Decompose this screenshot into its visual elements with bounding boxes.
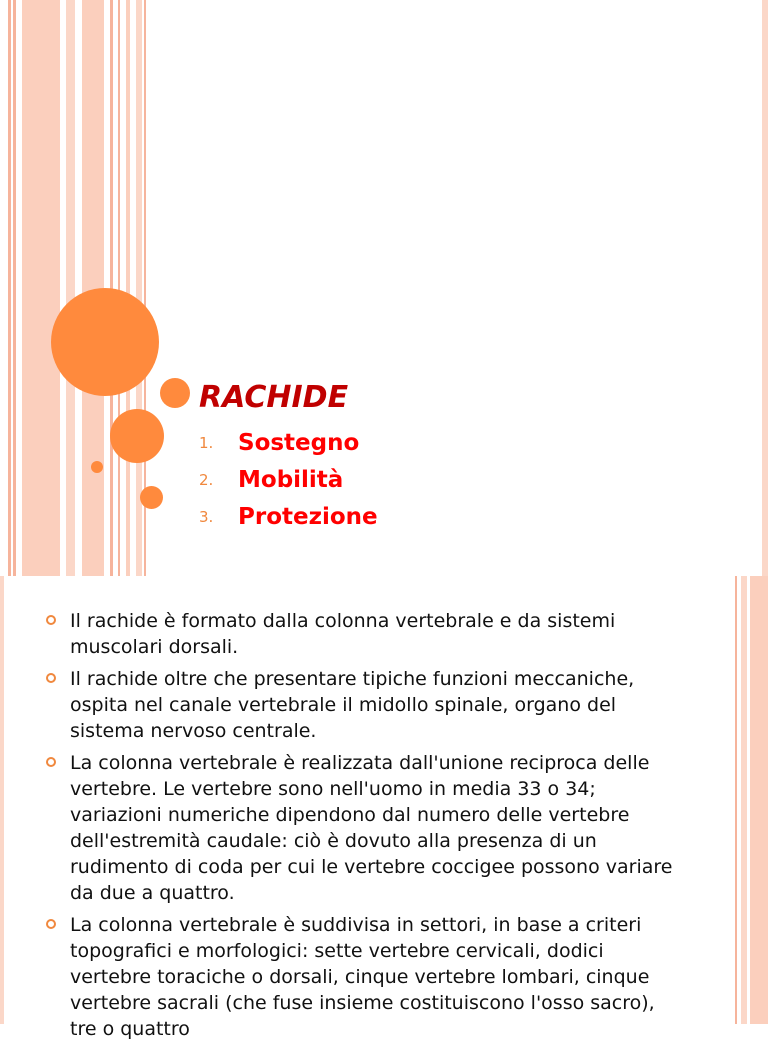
circle-bullet-icon <box>46 919 56 929</box>
decor-stripe <box>750 576 768 1024</box>
bullet-item <box>46 912 686 1042</box>
list-number: 2. <box>199 470 214 489</box>
bullet-text: La colonna vertebrale è suddivisa in settori, in base a criteri topografici e morfologici: sette vertebre cervicali, dodici vertebre toraciche o dorsali, cinque vertebre lombari, cinque vertebre sacrali (che fuse insieme costituiscono l'osso sacro), tre o quattro <box>70 914 655 1040</box>
decor-stripe <box>126 0 130 576</box>
decor-stripe <box>118 0 120 576</box>
list-item <box>199 498 378 535</box>
decor-stripe <box>762 0 768 576</box>
list-label: Protezione <box>238 503 378 530</box>
list-number: 1. <box>199 433 214 452</box>
decor-stripe <box>8 0 11 576</box>
decor-circle <box>51 288 159 396</box>
decor-stripe <box>741 576 747 1024</box>
slide-2 <box>0 576 768 1040</box>
list-item <box>199 461 378 498</box>
bullet-item <box>46 608 686 660</box>
bullet-item <box>46 666 686 744</box>
list-label: Sostegno <box>238 429 360 456</box>
function-list <box>199 424 378 535</box>
bullet-text: Il rachide è formato dalla colonna vertebrale e da sistemi muscolari dorsali. <box>70 610 616 658</box>
decor-stripe <box>22 0 60 576</box>
decor-circle <box>140 486 163 509</box>
bullet-list <box>46 608 686 1048</box>
circle-bullet-icon <box>46 673 56 683</box>
slide-title: RACHIDE <box>199 380 349 415</box>
list-label: Mobilità <box>238 466 344 493</box>
list-item <box>199 424 378 461</box>
decor-stripe <box>0 576 4 1024</box>
decor-stripe <box>136 0 142 576</box>
bullet-text: La colonna vertebrale è realizzata dall'unione reciproca delle vertebre. Le vertebre sono nell'uomo in media 33 o 34; variazioni numeriche dipendono dal numero delle vertebre dell'estremità caudale: ciò è dovuto alla presenza di un rudimento di coda per cui le vertebre coccigee possono variare da due a quattro. <box>70 752 673 904</box>
bullet-text: Il rachide oltre che presentare tipiche funzioni meccaniche, ospita nel canale vertebrale il midollo spinale, organo del sistema nervoso centrale. <box>70 668 635 742</box>
decor-stripe <box>66 0 75 576</box>
decor-stripe <box>13 0 16 576</box>
circle-bullet-icon <box>46 615 56 625</box>
circle-bullet-icon <box>46 757 56 767</box>
decor-circle <box>160 378 190 408</box>
bullet-item <box>46 750 686 906</box>
decor-circle <box>91 461 103 473</box>
decor-stripe <box>735 576 737 1024</box>
decor-circle <box>110 409 164 463</box>
list-number: 3. <box>199 507 214 526</box>
